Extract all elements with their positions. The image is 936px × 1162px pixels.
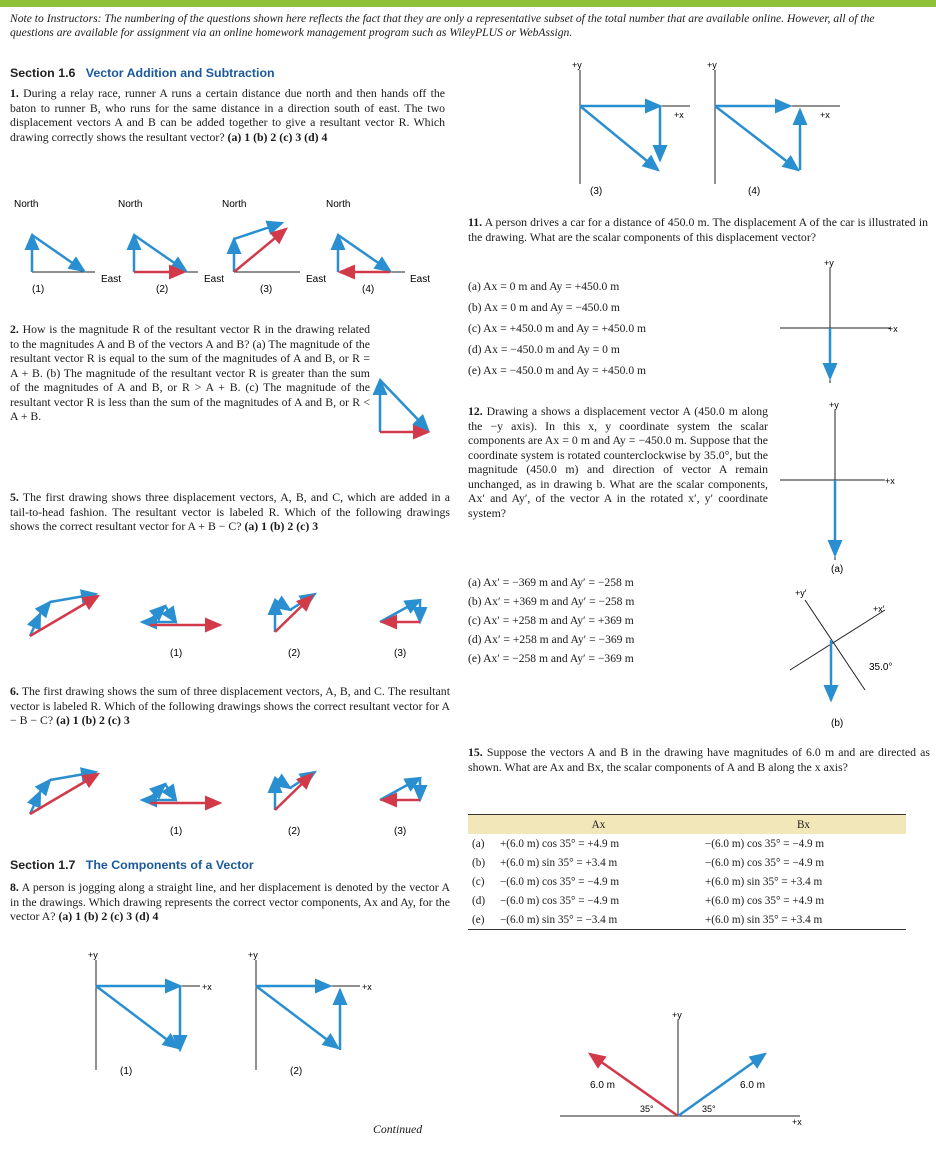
question-number: 12.	[468, 404, 483, 418]
answer-choices: (a) 1 (b) 2 (c) 3 (d) 4	[58, 909, 159, 923]
question-text: The first drawing shows the sum of three displacement vectors, A, B, and C. The resultant vector is labeled R. Which of the following drawings shows the correct resultant vector for A − B − C?	[10, 684, 450, 727]
north-label: North	[118, 199, 143, 210]
option: (a) Ax′ = −369 m and Ay′ = −258 m	[468, 576, 634, 589]
vector-b	[234, 223, 282, 239]
north-label: North	[222, 199, 247, 210]
option: (e) Ax = −450.0 m and Ay = +450.0 m	[468, 364, 647, 377]
question-number: 15.	[468, 745, 483, 759]
north-label: North	[14, 199, 39, 210]
question-text: The first drawing shows three displacement vectors, A, B, and C, which are added in a tail-to-head fashion. The resultant vector is labeled R. Which of the following drawings shows the correct resultant vector for A + B − C?	[10, 490, 450, 533]
answer-choices: (a) 1 (b) 2 (c) 3 (d) 4	[227, 129, 328, 144]
answer-choices: (a) 1 (b) 2 (c) 3	[56, 713, 130, 727]
answer-choices: (a) 1 (b) 2 (c) 3	[244, 519, 319, 533]
north-label: North	[326, 199, 351, 210]
drawing-label: (2)	[290, 1066, 303, 1077]
section-title: The Components of a Vector	[85, 858, 254, 872]
x-axis-label: +x	[820, 110, 830, 120]
drawing-label: (1)	[120, 1066, 133, 1077]
option: (a) Ax = 0 m and Ay = +450.0 m	[468, 280, 620, 293]
question-text: A person drives a car for a distance of 450.0 m. The displacement A of the car is illustrated in the drawing. What are the scalar components of this displacement vector?	[468, 215, 928, 244]
y-axis-label: +y	[672, 1010, 682, 1020]
vector-b	[338, 235, 390, 271]
x-axis-label: +x	[362, 982, 372, 992]
question-5	[10, 490, 450, 534]
question-1	[10, 86, 445, 144]
drawing-label: (3)	[590, 186, 603, 197]
column-header: Bx	[796, 818, 811, 831]
vector-b	[32, 235, 84, 271]
question-2	[10, 322, 370, 424]
q8-drawings-3-4	[550, 60, 880, 200]
east-label: East	[101, 274, 122, 285]
table-row: (a) +(6.0 m) cos 35° = +4.9 m −(6.0 m) cos 35° = −4.9 m	[472, 837, 825, 850]
question-number: 11.	[468, 215, 483, 229]
option: (b) Ax = 0 m and Ay = −450.0 m	[468, 301, 620, 314]
q11-options	[468, 280, 768, 385]
q11-drawing	[780, 258, 910, 388]
question-text: Drawing a shows a displacement vector A (450.0 m along the −y axis). In this x, y coordinate system the scalar components are Ax = 0 m and Ay = −450.0 m. Suppose that the coordinate system is rotated counterclockwise by 35.0°, but the magnitude (450.0 m) and direction of vector A remain unchanged, as in drawing b. What are the scalar components, Ax′ and Ay′, of the vector A in the rotated x′, y′ coordinate system?	[468, 404, 768, 520]
drawing-label: (a)	[831, 564, 844, 575]
angle-label: 35.0°	[869, 662, 893, 673]
drawing-label: (3)	[394, 826, 407, 837]
vector-b	[134, 235, 186, 271]
section-title: Vector Addition and Subtraction	[85, 66, 275, 80]
drawing-label: (b)	[831, 718, 844, 729]
section-number: Section 1.6	[10, 66, 76, 80]
x-axis-label: +x′	[873, 604, 885, 614]
y-axis-label: +y	[829, 400, 839, 410]
option: (e) Ax′ = −258 m and Ay′ = −369 m	[468, 652, 634, 665]
q15-table	[468, 814, 906, 930]
y-axis-label: +y	[248, 950, 258, 960]
magnitude-label: 6.0 m	[590, 1080, 616, 1091]
y-axis-label: +y′	[795, 588, 807, 598]
y-axis-label: +y	[824, 258, 834, 268]
question-8	[10, 880, 450, 924]
table-row: (e) −(6.0 m) sin 35° = −3.4 m +(6.0 m) sin 35° = +3.4 m	[468, 910, 906, 930]
angle-label: 35°	[702, 1104, 716, 1114]
drawing-label: (2)	[288, 826, 301, 837]
y-axis-label: +y	[88, 950, 98, 960]
continued-label: Continued	[373, 1122, 423, 1136]
angle-label: 35°	[640, 1104, 654, 1114]
table-row: (d) −(6.0 m) cos 35° = −4.9 m +(6.0 m) cos 35° = +4.9 m	[472, 894, 825, 907]
q2-drawing	[370, 360, 450, 440]
east-label: East	[306, 274, 327, 285]
magnitude-label: 6.0 m	[740, 1080, 766, 1091]
east-label: East	[410, 274, 431, 285]
q12-drawings	[775, 400, 925, 740]
drawing-label: (1)	[32, 284, 45, 295]
question-text: During a relay race, runner A runs a certain distance due north and then hands off the baton to runner B, who runs for the same distance in a direction south of east. The two displacement vectors A and B can be added together to give a resultant vector R. Which drawing correctly shows the resultant vector?	[10, 86, 446, 144]
question-text: A person is jogging along a straight line, and her displacement is denoted by the vector A in the drawings. Which drawing represents the correct vector components, Ax and Ay, for the vector A?	[10, 880, 450, 923]
question-number: 2.	[10, 322, 19, 336]
drawing-label: (1)	[170, 826, 183, 837]
question-6	[10, 684, 450, 728]
y-axis-label: +y	[707, 60, 717, 70]
table-row: (c) −(6.0 m) cos 35° = −4.9 m +(6.0 m) sin 35° = +3.4 m	[472, 875, 823, 888]
option: (d) Ax = −450.0 m and Ay = 0 m	[468, 343, 620, 356]
q1-drawings	[10, 195, 450, 295]
question-11	[468, 215, 928, 244]
option: (c) Ax = +450.0 m and Ay = +450.0 m	[468, 322, 647, 335]
drawing-label: (2)	[288, 648, 301, 659]
drawing-label: (3)	[260, 284, 273, 295]
section-number: Section 1.7	[10, 858, 76, 872]
section-heading-1-7	[10, 858, 254, 872]
q15-drawing	[560, 1010, 820, 1130]
question-number: 5.	[10, 490, 19, 504]
question-12	[468, 404, 768, 520]
x-axis-label: +x	[674, 110, 684, 120]
top-accent-bar	[0, 0, 936, 7]
section-heading-1-6	[10, 66, 275, 80]
x-axis-label: +x	[202, 982, 212, 992]
question-number: 8.	[10, 880, 19, 894]
drawing-label: (4)	[748, 186, 761, 197]
question-number: 6.	[10, 684, 19, 698]
drawing-label: (3)	[394, 648, 407, 659]
q12-options	[468, 576, 768, 671]
question-text: Suppose the vectors A and B in the drawing have magnitudes of 6.0 m and are directed as shown. What are Ax and Bx, the scalar components of A and B along the x axis?	[468, 745, 930, 774]
option: (b) Ax′ = +369 m and Ay′ = −258 m	[468, 595, 635, 608]
q6-drawings	[20, 758, 450, 838]
question-number: 1.	[10, 86, 19, 100]
vector-b	[380, 380, 428, 430]
table-row: (b) +(6.0 m) sin 35° = +3.4 m −(6.0 m) cos 35° = −4.9 m	[472, 856, 825, 869]
question-text: How is the magnitude R of the resultant vector R in the drawing related to the magnitudes A and B of the vectors A and B? (a) The magnitude of the resultant vector R is equal to the sum of the magnitudes of A and B, or R = A + B. (b) The magnitude of the resultant vector R is greater than the sum of the magnitudes of A and B, or R > A + B. (c) The magnitude of the resultant vector R is less than the sum of the magnitudes of A and B, or R < A + B.	[10, 322, 371, 423]
drawing-label: (4)	[362, 284, 375, 295]
column-header: Ax	[591, 818, 606, 831]
q8-drawings-1-2	[60, 950, 420, 1080]
instructor-note: Note to Instructors: The numbering of the questions shown here reflects the fact that they are only a representative subset of the total number that are available online. However, all of the questions are available for assignment via an online homework management program such as WileyPLUS or WebAssign.	[10, 12, 875, 39]
question-15	[468, 745, 930, 774]
option: (c) Ax′ = +258 m and Ay′ = +369 m	[468, 614, 634, 627]
y-axis-label: +y	[572, 60, 582, 70]
x-axis-label: +x	[792, 1117, 802, 1127]
x-axis-label: +x	[885, 476, 895, 486]
drawing-label: (2)	[156, 284, 169, 295]
option: (d) Ax′ = +258 m and Ay′ = −369 m	[468, 633, 635, 646]
east-label: East	[204, 274, 225, 285]
drawing-label: (1)	[170, 648, 183, 659]
q5-drawings	[20, 580, 450, 660]
x-axis-label: +x	[888, 324, 898, 334]
